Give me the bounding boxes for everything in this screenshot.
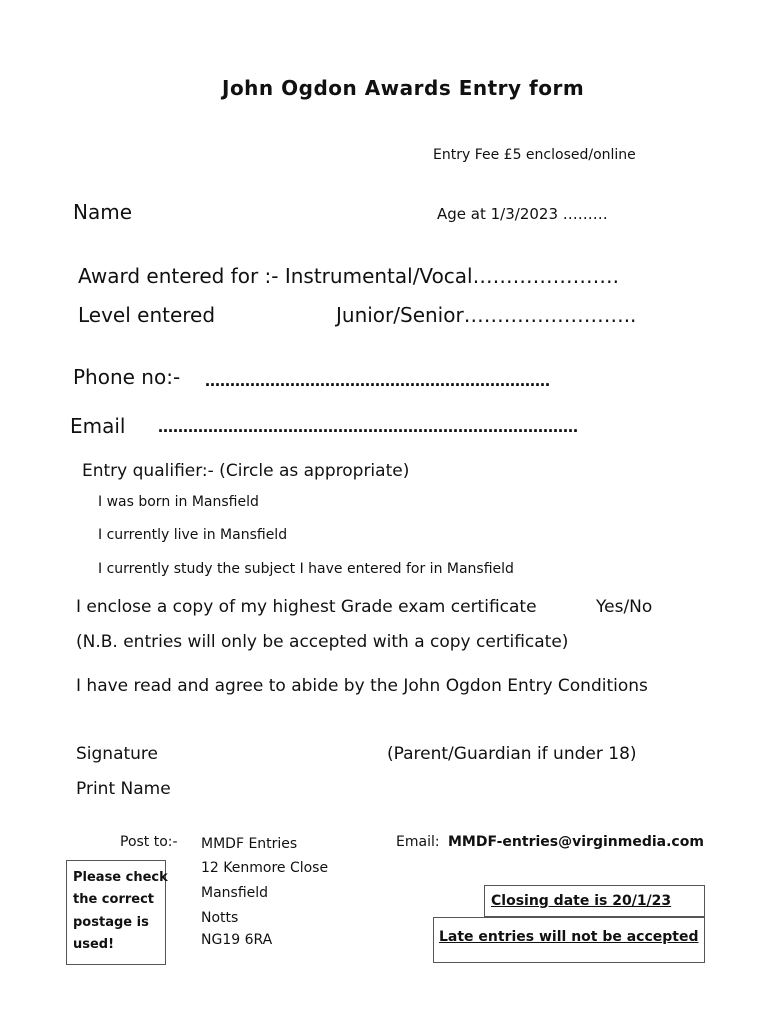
postage-note-line: postage is [73,915,149,930]
address-line: 12 Kenmore Close [201,860,329,876]
email-contact-label: Email: [396,834,440,850]
post-to-label: Post to:- [120,834,178,850]
form-title: John Ogdon Awards Entry form [222,76,585,100]
entry-fee-text: Entry Fee £5 enclosed/online [433,147,636,163]
closing-date-box [484,885,705,917]
print-name-label: Print Name [76,779,171,799]
late-entries-text: Late entries will not be accepted [439,929,699,945]
phone-label: Phone no:- [73,365,181,389]
age-label: Age at 1/3/2023 ……… [437,205,608,223]
postage-note-line: used! [73,937,115,952]
address-line: Notts [201,910,239,926]
name-label: Name [73,200,133,224]
late-entries-box [433,917,705,963]
signature-label: Signature [76,744,159,764]
agree-text: I have read and agree to abide by the John Ogdon Entry Conditions [76,676,648,696]
postage-note-line: Please check [73,870,168,885]
phone-dotted-line: …………………………………………………………… [205,372,550,390]
postage-note-line: the correct [73,892,155,907]
certificate-note: (N.B. entries will only be accepted with a copy certificate) [76,632,569,652]
qualifier-item: I currently study the subject I have entered for in Mansfield [98,561,514,577]
closing-date-text: Closing date is 20/1/23 [491,893,672,909]
level-entered-label: Level entered [78,303,216,327]
guardian-note: (Parent/Guardian if under 18) [387,744,637,764]
postage-note-box [66,860,166,965]
email-dotted-line: ………………………………………………………………………… [158,418,578,436]
qualifier-item: I was born in Mansfield [98,494,259,510]
certificate-option: Yes/No [596,597,653,617]
award-entered-label: Award entered for :- Instrumental/Vocal…………………. [78,264,619,288]
address-line: NG19 6RA [201,932,273,948]
email-label: Email [70,414,126,438]
certificate-text: I enclose a copy of my highest Grade exam certificate [76,597,537,617]
address-line: Mansfield [201,885,269,901]
address-line: MMDF Entries [201,836,298,852]
email-contact: MMDF-entries@virginmedia.com [448,834,704,850]
qualifier-heading: Entry qualifier:- (Circle as appropriate) [82,461,410,481]
level-options: Junior/Senior…………………….. [336,303,637,327]
qualifier-item: I currently live in Mansfield [98,527,288,543]
